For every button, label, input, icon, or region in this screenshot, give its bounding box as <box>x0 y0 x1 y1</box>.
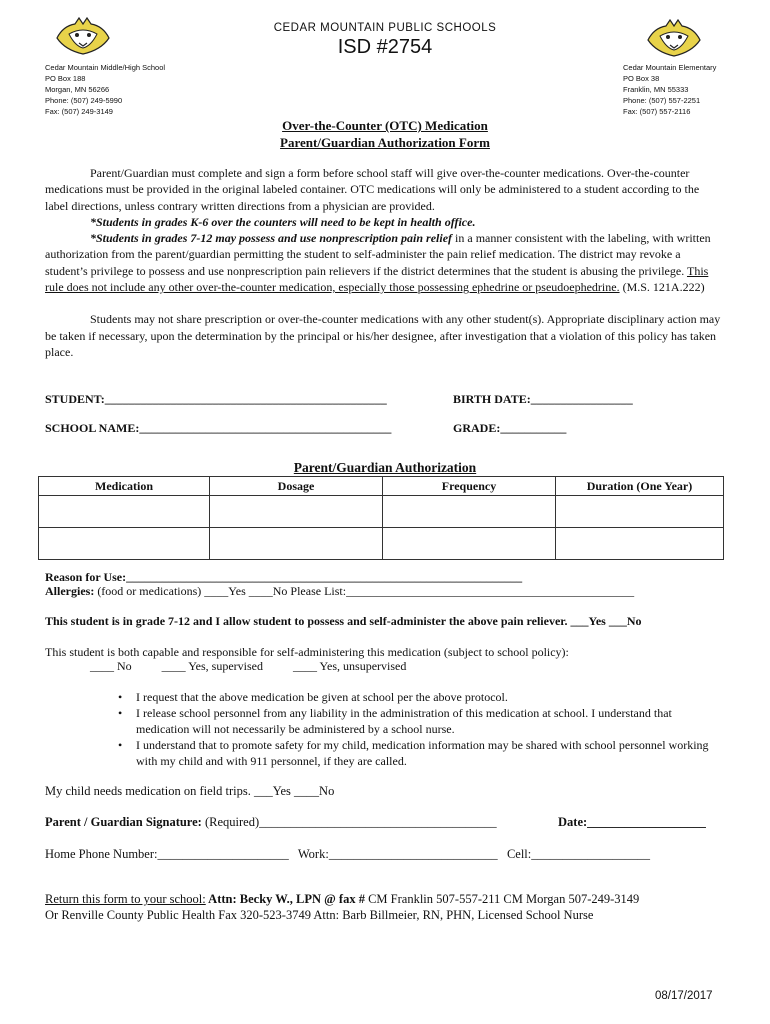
renville-instructions: Or Renville County Public Health Fax 320-523-3749 Attn: Barb Billmeier, RN, PHN, Licensed School Nurse <box>45 908 594 922</box>
rule-712-text: in a manner consistent with the labeling, with written authorization from the parent/guardian permitting the student to self-administer the pain relief medication. The district may revoke a student’s privilege to possess and use nonprescription pain relievers if the district determines that the student is abusing the privilege. <box>45 231 711 278</box>
rule-k6: *Students in grades K-6 over the counters will need to be kept in health office. <box>90 214 476 229</box>
birth-date-field[interactable]: BIRTH DATE:_________________ <box>453 392 633 406</box>
allergies-label: Allergies: <box>45 584 95 598</box>
grade-field[interactable]: GRADE:___________ <box>453 421 567 435</box>
signature-line: (Required)______________________________________ <box>201 815 497 829</box>
rule-712-paragraph <box>45 230 725 295</box>
authorization-heading: Parent/Guardian Authorization <box>293 460 477 475</box>
medication-table <box>38 476 724 560</box>
consent-bullet: • I understand that to promote safety for my child, medication information may be shared with school personnel working with my child and with 911 personnel, if they are called. <box>114 737 714 769</box>
allergies-text: (food or medications) ____Yes ____No Please List:________________________________________________ <box>94 584 635 598</box>
allergies-field[interactable] <box>45 584 634 599</box>
duration-cell[interactable] <box>556 496 724 528</box>
address-line: Franklin, MN 55333 <box>623 85 689 94</box>
consent-bullet: • I release school personnel from any liability in the administration of this medication at school. I understand that medication will not necessarily be administered by a school nurse. <box>114 705 714 737</box>
duration-cell[interactable] <box>556 528 724 560</box>
sharing-paragraph: Students may not share prescription or over-the-counter medications with any other student(s). Appropriate disciplinary action may be taken if necessary, upon the determination by the principal or his/her designee, after investigation that a violation of this policy has taken place. <box>45 312 721 359</box>
table-row <box>39 496 724 528</box>
student-field[interactable]: STUDENT:_______________________________________________ <box>45 392 387 406</box>
address-line: Cedar Mountain Middle/High School <box>45 63 166 72</box>
field-trips-field[interactable]: My child needs medication on field trips. ___Yes ____No <box>45 784 335 798</box>
table-header-row <box>39 477 724 496</box>
district-name: CEDAR MOUNTAIN PUBLIC SCHOOLS <box>273 22 497 34</box>
capable-options[interactable]: ____ No ____ Yes, supervised ____ Yes, unsupervised <box>90 659 407 673</box>
date-field[interactable]: Date:___________________ <box>558 815 706 829</box>
address-line: PO Box 38 <box>623 74 660 83</box>
medication-cell[interactable] <box>39 528 210 560</box>
dosage-cell[interactable] <box>210 496 383 528</box>
rule-712-exclusion: This rule does not include any other over-the-counter medication, especially those possessing ephedrine or pseudoephedrine. <box>45 263 709 295</box>
col-duration: Duration (One Year) <box>556 477 724 496</box>
col-frequency: Frequency <box>383 477 556 496</box>
rule-712-citation: (M.S. 121A.222) <box>619 280 705 295</box>
frequency-cell[interactable] <box>383 528 556 560</box>
return-instructions <box>45 892 639 907</box>
address-line: Phone: (507) 557-2251 <box>623 96 701 105</box>
rule-712-bold: *Students in grades 7-12 may possess and use nonprescription pain relief <box>90 231 453 246</box>
intro-paragraph: Parent/Guardian must complete and sign a form before school staff will give over-the-counter medications. Over-the-counter medications must be provided in the original labeled container. OTC medications will only be administered to a student according to the label directions, unless contrary written directions from a physician are provided. <box>45 166 700 213</box>
col-dosage: Dosage <box>210 477 383 496</box>
address-line: Morgan, MN 56266 <box>45 85 110 94</box>
address-line: Fax: (507) 557-2116 <box>623 107 691 116</box>
frequency-cell[interactable] <box>383 496 556 528</box>
signature-field[interactable] <box>45 815 497 830</box>
address-line: Phone: (507) 249-5990 <box>45 96 123 105</box>
form-title-line2: Parent/Guardian Authorization Form <box>280 135 490 150</box>
phone-fields[interactable]: Home Phone Number:_____________________ Work:___________________________ Cell:___________________ <box>45 847 650 861</box>
table-row <box>39 528 724 560</box>
capable-statement: This student is both capable and responsible for self-administering this medication (subject to school policy): <box>45 645 569 659</box>
return-fax-numbers: CM Franklin 507-557-211 CM Morgan 507-249-3149 <box>364 892 640 906</box>
form-title-line1: Over-the-Counter (OTC) Medication <box>282 118 488 133</box>
return-label: Return this form to your school: <box>45 892 206 906</box>
col-medication: Medication <box>39 477 210 496</box>
medication-cell[interactable] <box>39 496 210 528</box>
consent-bullets <box>114 689 714 769</box>
address-line: PO Box 188 <box>45 74 86 83</box>
address-line: Fax: (507) 249-3149 <box>45 107 113 116</box>
address-line: Cedar Mountain Elementary <box>623 63 717 72</box>
school-name-field[interactable]: SCHOOL NAME:__________________________________________ <box>45 421 392 435</box>
dosage-cell[interactable] <box>210 528 383 560</box>
left-school-address <box>45 62 165 117</box>
grade712-statement[interactable]: This student is in grade 7-12 and I allow student to possess and self-administer the above pain reliever. ___Yes ___No <box>45 614 642 628</box>
right-school-address <box>623 62 716 117</box>
form-revision-date: 08/17/2017 <box>655 990 713 1002</box>
isd-number: ISD #2754 <box>337 36 433 58</box>
signature-label: Parent / Guardian Signature: <box>45 815 202 829</box>
return-attn: Attn: Becky W., LPN @ fax # <box>205 892 365 906</box>
reason-for-use-field[interactable]: Reason for Use:__________________________________________________________________ <box>45 570 523 584</box>
consent-bullet: • I request that the above medication be given at school per the above protocol. <box>114 689 714 705</box>
instructions-block <box>45 165 725 360</box>
